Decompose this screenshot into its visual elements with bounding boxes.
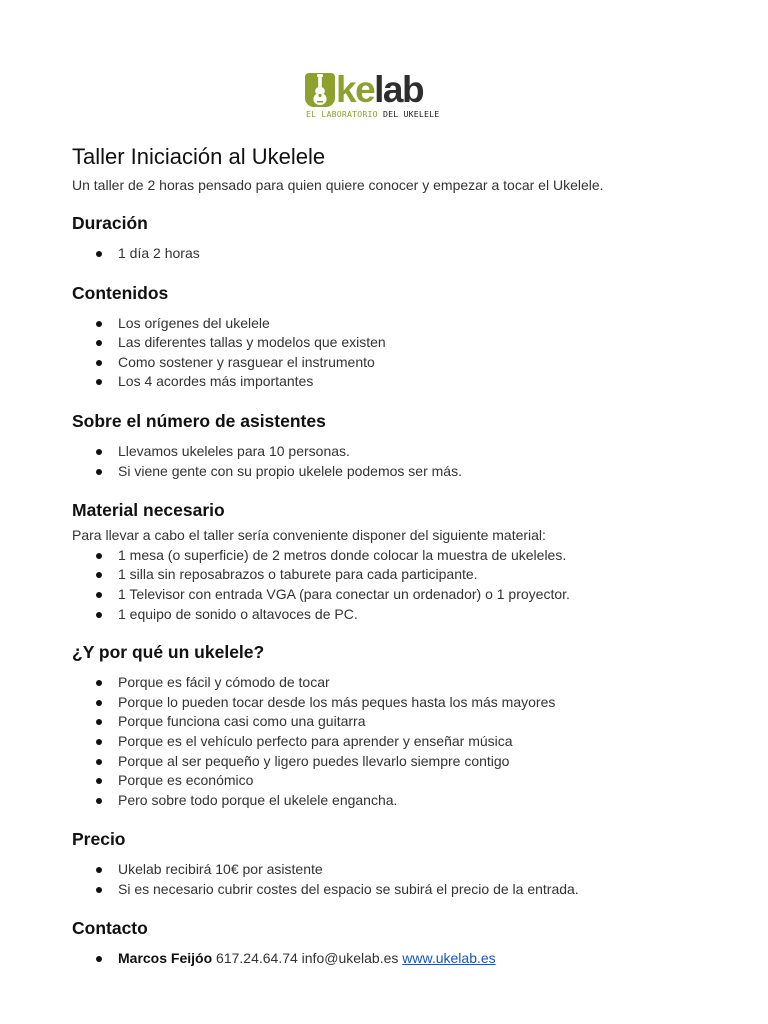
bullet-list [72, 546, 692, 624]
bullet-list [72, 244, 692, 264]
list-item: 1 mesa (o superficie) de 2 metros donde colocar la muestra de ukeleles. [72, 546, 692, 566]
bullet-list [72, 314, 692, 392]
list-item: Porque es económico [72, 771, 692, 791]
list-item: Pero sobre todo porque el ukelele engancha. [72, 791, 692, 811]
list-item: Porque al ser pequeño y ligero puedes llevarlo siempre contigo [72, 752, 692, 772]
section-heading: ¿Y por qué un ukelele? [72, 642, 265, 663]
list-item: 1 Televisor con entrada VGA (para conectar un ordenador) o 1 proyector. [72, 585, 692, 605]
logo-tagline-accent: EL LABORATORIO [306, 109, 378, 119]
contact-item [72, 949, 692, 969]
list-item: Los 4 acordes más importantes [72, 372, 692, 392]
list-item: Las diferentes tallas y modelos que existen [72, 333, 692, 353]
section-heading: Material necesario [72, 500, 225, 521]
logo-tagline [306, 109, 439, 119]
section-precio [72, 827, 692, 899]
bullet-list [72, 949, 692, 969]
page-title: Taller Iniciación al Ukelele [72, 144, 326, 169]
list-item: Porque es el vehículo perfecto para aprender y enseñar música [72, 732, 692, 752]
section-heading: Duración [72, 213, 148, 233]
logo-word-accent: ke [336, 69, 375, 110]
section-heading: Sobre el número de asistentes [72, 410, 326, 431]
list-item: Porque es fácil y cómodo de tocar [72, 673, 692, 693]
ukelab-logo [305, 71, 445, 121]
bullet-list [72, 860, 692, 899]
material-lead: Para llevar a cabo el taller sería conveniente disponer del siguiente material: [72, 527, 546, 544]
section-duracion [72, 211, 692, 264]
section-heading: Precio [72, 829, 126, 850]
contact-name: Marcos Feijóo [118, 950, 213, 967]
list-item: 1 día 2 horas [72, 244, 692, 264]
document-body [72, 142, 692, 969]
website-link[interactable]: www.ukelab.es [402, 950, 496, 967]
logo-word-dark: lab [374, 69, 424, 110]
list-item: 1 silla sin reposabrazos o taburete para cada participante. [72, 565, 692, 585]
logo-wordmark [305, 69, 424, 110]
list-item: Si es necesario cubrir costes del espacio se subirá el precio de la entrada. [72, 880, 692, 900]
list-item: Porque funciona casi como una guitarra [72, 712, 692, 732]
ukulele-icon [305, 73, 335, 107]
bullet-list [72, 673, 692, 810]
section-porque [72, 640, 692, 810]
list-item: Si viene gente con su propio ukelele podemos ser más. [72, 462, 692, 482]
list-item: Ukelab recibirá 10€ por asistente [72, 860, 692, 880]
section-heading: Contenidos [72, 282, 169, 303]
logo-tagline-rest: DEL UKELELE [382, 109, 440, 119]
list-item: 1 equipo de sonido o altavoces de PC. [72, 605, 692, 625]
section-contacto [72, 916, 692, 969]
section-contenidos [72, 281, 692, 392]
list-item: Porque lo pueden tocar desde los más peques hasta los más mayores [72, 693, 692, 713]
section-asistentes [72, 409, 692, 481]
contact-details: 617.24.64.74 info@ukelab.es [212, 950, 403, 967]
list-item: Los orígenes del ukelele [72, 314, 692, 334]
section-material [72, 498, 692, 624]
section-heading: Contacto [72, 918, 148, 939]
list-item: Como sostener y rasguear el instrumento [72, 353, 692, 373]
bullet-list [72, 442, 692, 481]
list-item: Llevamos ukeleles para 10 personas. [72, 442, 692, 462]
intro-text: Un taller de 2 horas pensado para quien quiere conocer y empezar a tocar el Ukelele. [72, 177, 604, 193]
